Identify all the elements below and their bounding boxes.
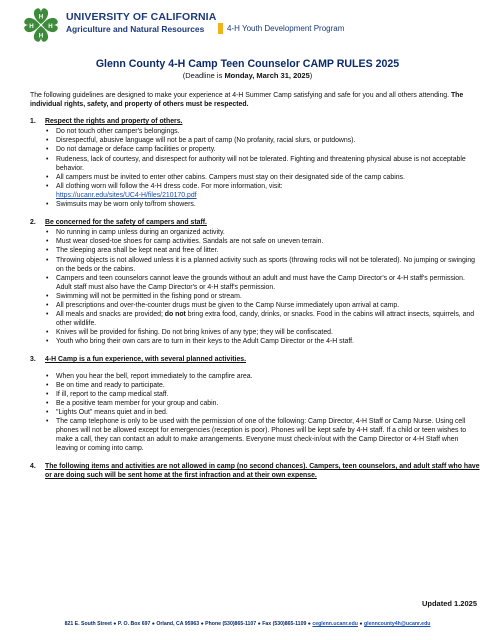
- section-3-list: [46, 372, 480, 454]
- dress-code-text: All clothing worn will follow the 4-H dress code. For more information, visit:: [56, 182, 283, 190]
- section-title: 4-H Camp is a fun experience, with several planned activities.: [45, 356, 247, 364]
- section-number: 2.: [30, 219, 36, 227]
- svg-text:H: H: [38, 32, 44, 40]
- deadline-suffix: ): [309, 71, 313, 80]
- svg-text:H: H: [29, 22, 34, 30]
- list-item: • All prescriptions and over-the-counter drugs must be given to the Camp Nurse immediately upon arrival at camp.: [46, 301, 480, 310]
- list-item: • Do not damage or deface camp facilities or property.: [46, 145, 480, 154]
- deadline-note: [0, 71, 495, 80]
- letterhead: [0, 0, 495, 52]
- footer-separator: ●: [357, 621, 364, 627]
- dress-code-link[interactable]: https://ucanr.edu/sites/UC4-H/files/210170.pdf: [56, 191, 197, 199]
- footer-contact: [0, 621, 495, 627]
- section-2-heading: [30, 218, 480, 227]
- meals-text: All meals and snacks are provided;: [56, 311, 165, 319]
- meals-bold: do not: [164, 311, 186, 319]
- footer-email-link[interactable]: glenncounty4h@ucanr.edu: [363, 621, 431, 627]
- list-item-dress-code: [46, 182, 480, 200]
- footer-website-link[interactable]: ceglenn.ucanr.edu: [312, 621, 358, 627]
- section-number: 4.: [30, 463, 36, 471]
- list-item: • Do not touch other camper's belongings.: [46, 127, 480, 136]
- list-item: • The sleeping area shall be kept neat and free of litter.: [46, 246, 480, 255]
- footer-address: 821 E. South Street ● P. O. Box 697 ● Orland, CA 95963 ● Phone (530)865-1107 ● Fax (530)865-1109 ●: [64, 621, 313, 627]
- list-item: • If ill, report to the camp medical staff.: [46, 390, 480, 399]
- list-item: • Must wear closed-toe shoes for camp activities. Sandals are not safe on uneven terrain.: [46, 237, 480, 246]
- list-item: • All campers must be invited to enter other cabins. Campers must stay on their designated side of the camp cabins.: [46, 173, 480, 182]
- rules-body: [30, 91, 480, 482]
- svg-text:H: H: [48, 22, 53, 30]
- list-item-meals: [46, 310, 480, 328]
- list-item: • Disrespectful, abusive language will not be a part of camp (No profanity, racial slurs, or putdowns).: [46, 136, 480, 145]
- section-1-list: [46, 127, 480, 209]
- list-item: • Swimming will not be permitted in the fishing pond or stream.: [46, 292, 480, 301]
- section-number: 1.: [30, 118, 36, 126]
- intro-paragraph: [30, 91, 480, 109]
- section-3-heading: [30, 355, 480, 364]
- accent-bar: [218, 23, 223, 34]
- list-item: • The camp telephone is only to be used with the permission of one of the following: Camp Director, 4-H Staff or Camp Nurse. Using cell phones will not be allowed except for emergencies (reception is poor). Phones will be kept safe by 4-H staff. If a child or teen wishes to make a call, they can contact an adult to make arrangements. Everyone must check-in/out with the Camp Director or 4-H Staff when leaving or coming into camp.: [46, 417, 480, 453]
- list-item: • "Lights Out" means quiet and in bed.: [46, 408, 480, 417]
- list-item: • Campers and teen counselors cannot leave the grounds without an adult and must have the Camp Director's or 4-H staff's permission. Adult staff must also have the Camp Director's or 4-H staff's permission.: [46, 274, 480, 292]
- list-item: • Youth who bring their own cars are to turn in their keys to the Adult Camp Director or the 4-H staff.: [46, 337, 480, 346]
- list-item: • Be on time and ready to participate.: [46, 381, 480, 390]
- division-name: Agriculture and Natural Resources: [66, 24, 205, 34]
- deadline-date: Monday, March 31, 2025: [224, 71, 310, 80]
- updated-date: Updated 1.2025: [421, 599, 477, 608]
- svg-text:H: H: [38, 13, 44, 21]
- list-item: • When you hear the bell, report immediately to the campfire area.: [46, 372, 480, 381]
- page-title: Glenn County 4-H Camp Teen Counselor CAMP RULES 2025: [95, 58, 400, 70]
- intro-text: The following guidelines are designed to make your experience at 4-H Summer Camp satisfying and safe for you and all others attending.: [30, 92, 451, 99]
- section-title: Respect the rights and property of others.: [45, 118, 183, 126]
- university-name: UNIVERSITY OF CALIFORNIA: [66, 11, 217, 23]
- list-item: • No running in camp unless during an organized activity.: [46, 228, 480, 237]
- section-number: 3.: [30, 356, 36, 364]
- list-item: • Knives will be provided for fishing. Do not bring knives of any type; they will be confiscated.: [46, 328, 480, 337]
- list-item: • Be a positive team member for your group and cabin.: [46, 399, 480, 408]
- section-title: Be concerned for the safety of campers and staff.: [45, 219, 207, 227]
- program-name: 4-H Youth Development Program: [227, 24, 345, 33]
- deadline-prefix: (Deadline is: [182, 71, 225, 80]
- section-4-heading: [30, 462, 480, 480]
- intro-bold: The individual rights, safety, and property of others must be respected.: [30, 92, 464, 109]
- section-title: The following items and activities are not allowed in camp (no second chances). Campers, teen counselors, and adult staff who have or are doing such will be sent home at the first infraction and at their own expense.: [45, 463, 480, 480]
- meals-rest: bring extra food, candy, drinks, or snacks. Food in the cabins will attract insects, squirrels, and other wildlife.: [56, 311, 475, 328]
- four-leaf-clover-icon: [22, 6, 60, 44]
- section-2-list: [46, 228, 480, 346]
- list-item: • Rudeness, lack of courtesy, and disrespect for authority will not be tolerated. Fighting and threatening physical abuse is not acceptable behavior.: [46, 155, 480, 173]
- section-1-heading: [30, 117, 480, 126]
- list-item: • Swimsuits may be worn only to/from showers.: [46, 200, 480, 209]
- list-item: • Throwing objects is not allowed unless it is a planned activity such as sports (throwing rocks will not be tolerated). No jumping or swinging on the beds or the cabins.: [46, 256, 480, 274]
